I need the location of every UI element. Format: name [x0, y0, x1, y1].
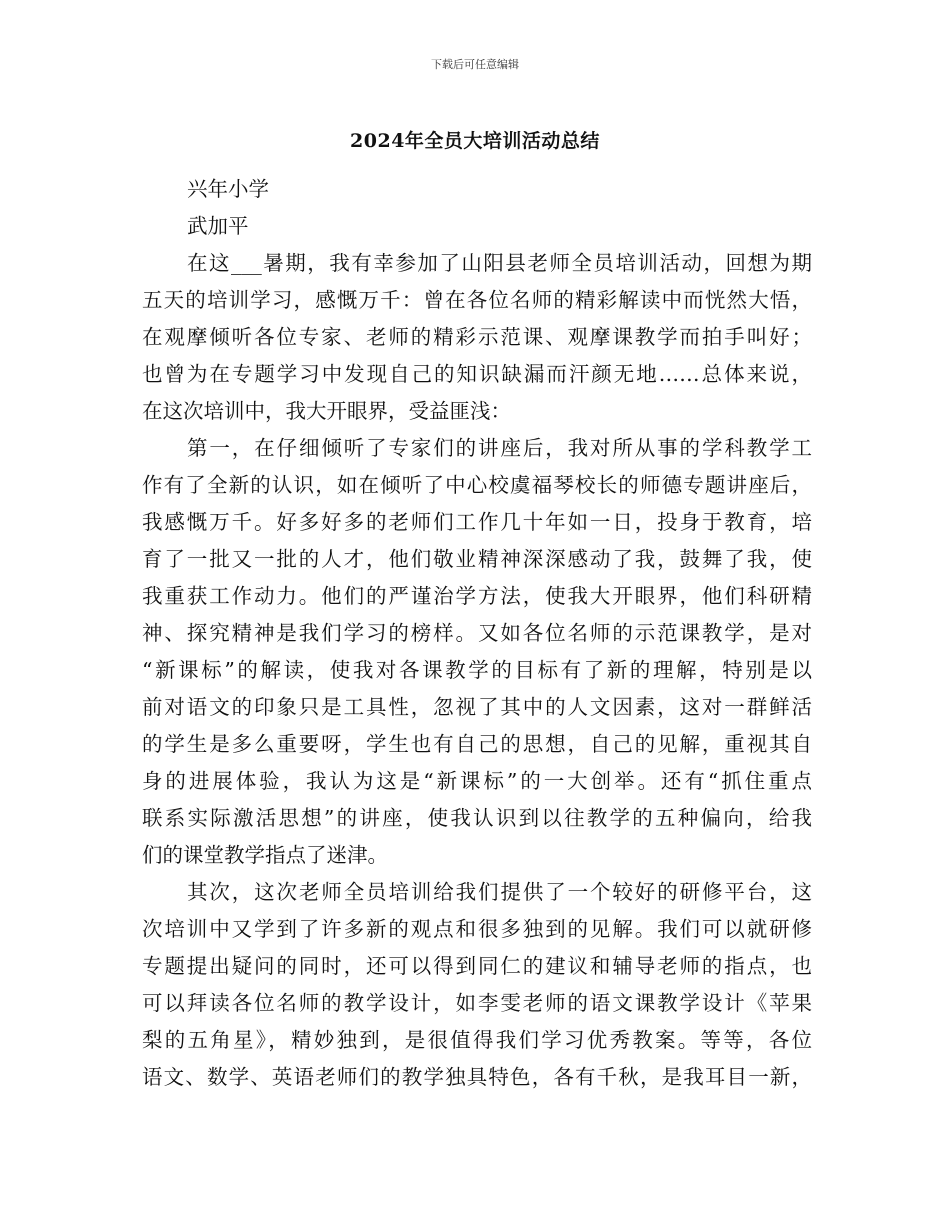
- body-line: 第一，在仔细倾听了专家们的讲座后，我对所从事的学科教学工: [187, 436, 812, 460]
- body-line: 在观摩倾听各位专家、老师的精彩示范课、观摩课教学而拍手叫好；: [142, 325, 812, 349]
- document-body: [142, 171, 812, 1096]
- body-line: 梨的五角星》，精妙独到，是很值得我们学习优秀教案。等等，各位: [142, 1028, 812, 1052]
- body-line: 的学生是多么重要呀，学生也有自己的思想，自己的见解，重视其自: [142, 732, 812, 756]
- body-line: 们的课堂教学指点了迷津。: [142, 843, 388, 867]
- body-line: 武加平: [187, 214, 249, 238]
- document-title: 2024年全员大培训活动总结: [350, 130, 600, 152]
- body-line: 联系实际激活思想”的讲座，使我认识到以往教学的五种偏向，给我: [142, 806, 812, 830]
- body-line: 前对语文的印象只是工具性，忽视了其中的人文因素，这对一群鲜活: [142, 695, 812, 719]
- body-line: 在这___暑期，我有幸参加了山阳县老师全员培训活动，回想为期: [187, 251, 812, 275]
- body-line: 五天的培训学习，感慨万千：曾在各位名师的精彩解读中而恍然大悟，: [142, 288, 812, 312]
- body-line: 可以拜读各位名师的教学设计，如李雯老师的语文课教学设计《苹果: [142, 991, 812, 1015]
- body-line: 我重获工作动力。他们的严谨治学方法，使我大开眼界，他们科研精: [142, 584, 812, 608]
- body-line: “新课标”的解读，使我对各课教学的目标有了新的理解，特别是以: [142, 658, 812, 682]
- body-line: 在这次培训中，我大开眼界，受益匪浅：: [142, 399, 511, 423]
- body-line: 作有了全新的认识，如在倾听了中心校虞福琴校长的师德专题讲座后，: [142, 473, 812, 497]
- body-line: 兴年小学: [187, 177, 269, 201]
- body-line: 专题提出疑问的同时，还可以得到同仁的建议和辅导老师的指点，也: [142, 954, 812, 978]
- body-line: 次培训中又学到了许多新的观点和很多独到的见解。我们可以就研修: [142, 917, 812, 941]
- body-line: 其次，这次老师全员培训给我们提供了一个较好的研修平台，这: [187, 880, 812, 904]
- body-line: 身的进展体验，我认为这是“新课标”的一大创举。还有“抓住重点: [142, 769, 812, 793]
- body-line: 育了一批又一批的人才，他们敬业精神深深感动了我，鼓舞了我，使: [142, 547, 812, 571]
- body-line: 语文、数学、英语老师们的教学独具特色，各有千秋，是我耳目一新，: [142, 1065, 812, 1089]
- header-note: 下载后可任意编辑: [431, 58, 519, 71]
- body-line: 也曾为在专题学习中发现自己的知识缺漏而汗颜无地……总体来说，: [142, 362, 812, 386]
- body-line: 我感慨万千。好多好多的老师们工作几十年如一日，投身于教育，培: [142, 510, 812, 534]
- body-line: 神、探究精神是我们学习的榜样。又如各位名师的示范课教学，是对: [142, 621, 812, 645]
